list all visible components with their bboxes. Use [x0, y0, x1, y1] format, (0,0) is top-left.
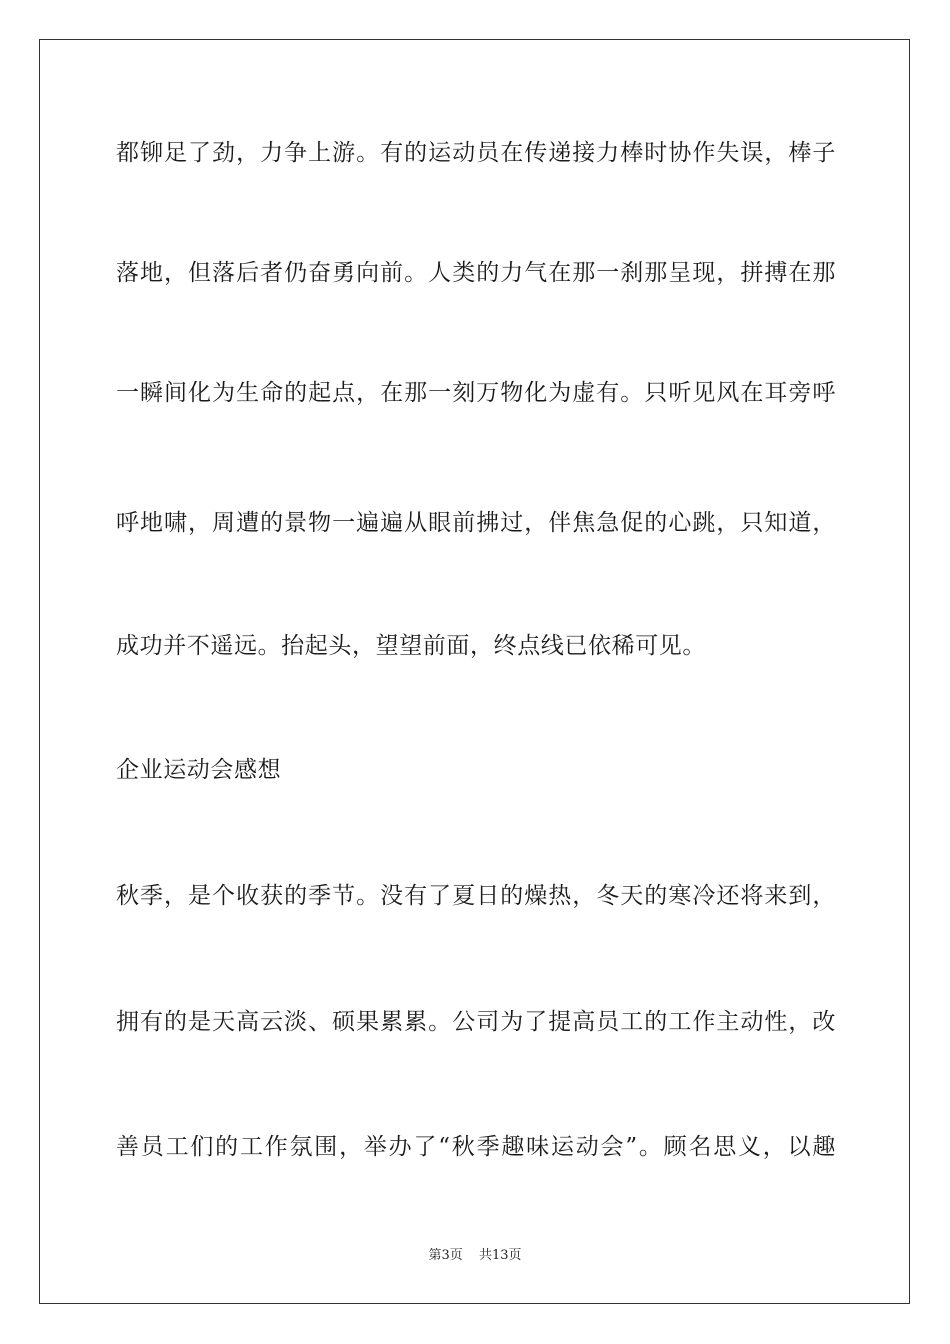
page-border — [39, 39, 910, 1304]
paragraph-line-2: 落地，但落后者仍奋勇向前。人类的力气在那一刹那呈现，拼搏在那 — [116, 260, 836, 286]
section-heading: 企业运动会感想 — [116, 757, 282, 783]
paragraph-line-1: 都铆足了劲，力争上游。有的运动员在传递接力棒时协作失误，棒子 — [116, 140, 836, 166]
page-number: 第3页 — [428, 1248, 463, 1263]
paragraph-line-3: 一瞬间化为生命的起点，在那一刻万物化为虚有。只听见风在耳旁呼 — [116, 380, 836, 406]
paragraph-line-8: 善员工们的工作氛围，举办了“秋季趣味运动会”。顾名思义，以趣 — [116, 1134, 836, 1160]
paragraph-line-6: 秋季，是个收获的季节。没有了夏日的燥热，冬天的寒冷还将来到， — [116, 883, 836, 909]
paragraph-line-7: 拥有的是天高云淡、硕果累累。公司为了提高员工的工作主动性，改 — [116, 1009, 836, 1035]
page-footer — [0, 1247, 950, 1265]
paragraph-line-4: 呼地啸，周遭的景物一遍遍从眼前拂过，伴焦急促的心跳，只知道， — [116, 510, 836, 536]
page-total: 共13页 — [478, 1248, 522, 1263]
paragraph-line-5: 成功并不遥远。抬起头，望望前面，终点线已依稀可见。 — [116, 633, 706, 659]
